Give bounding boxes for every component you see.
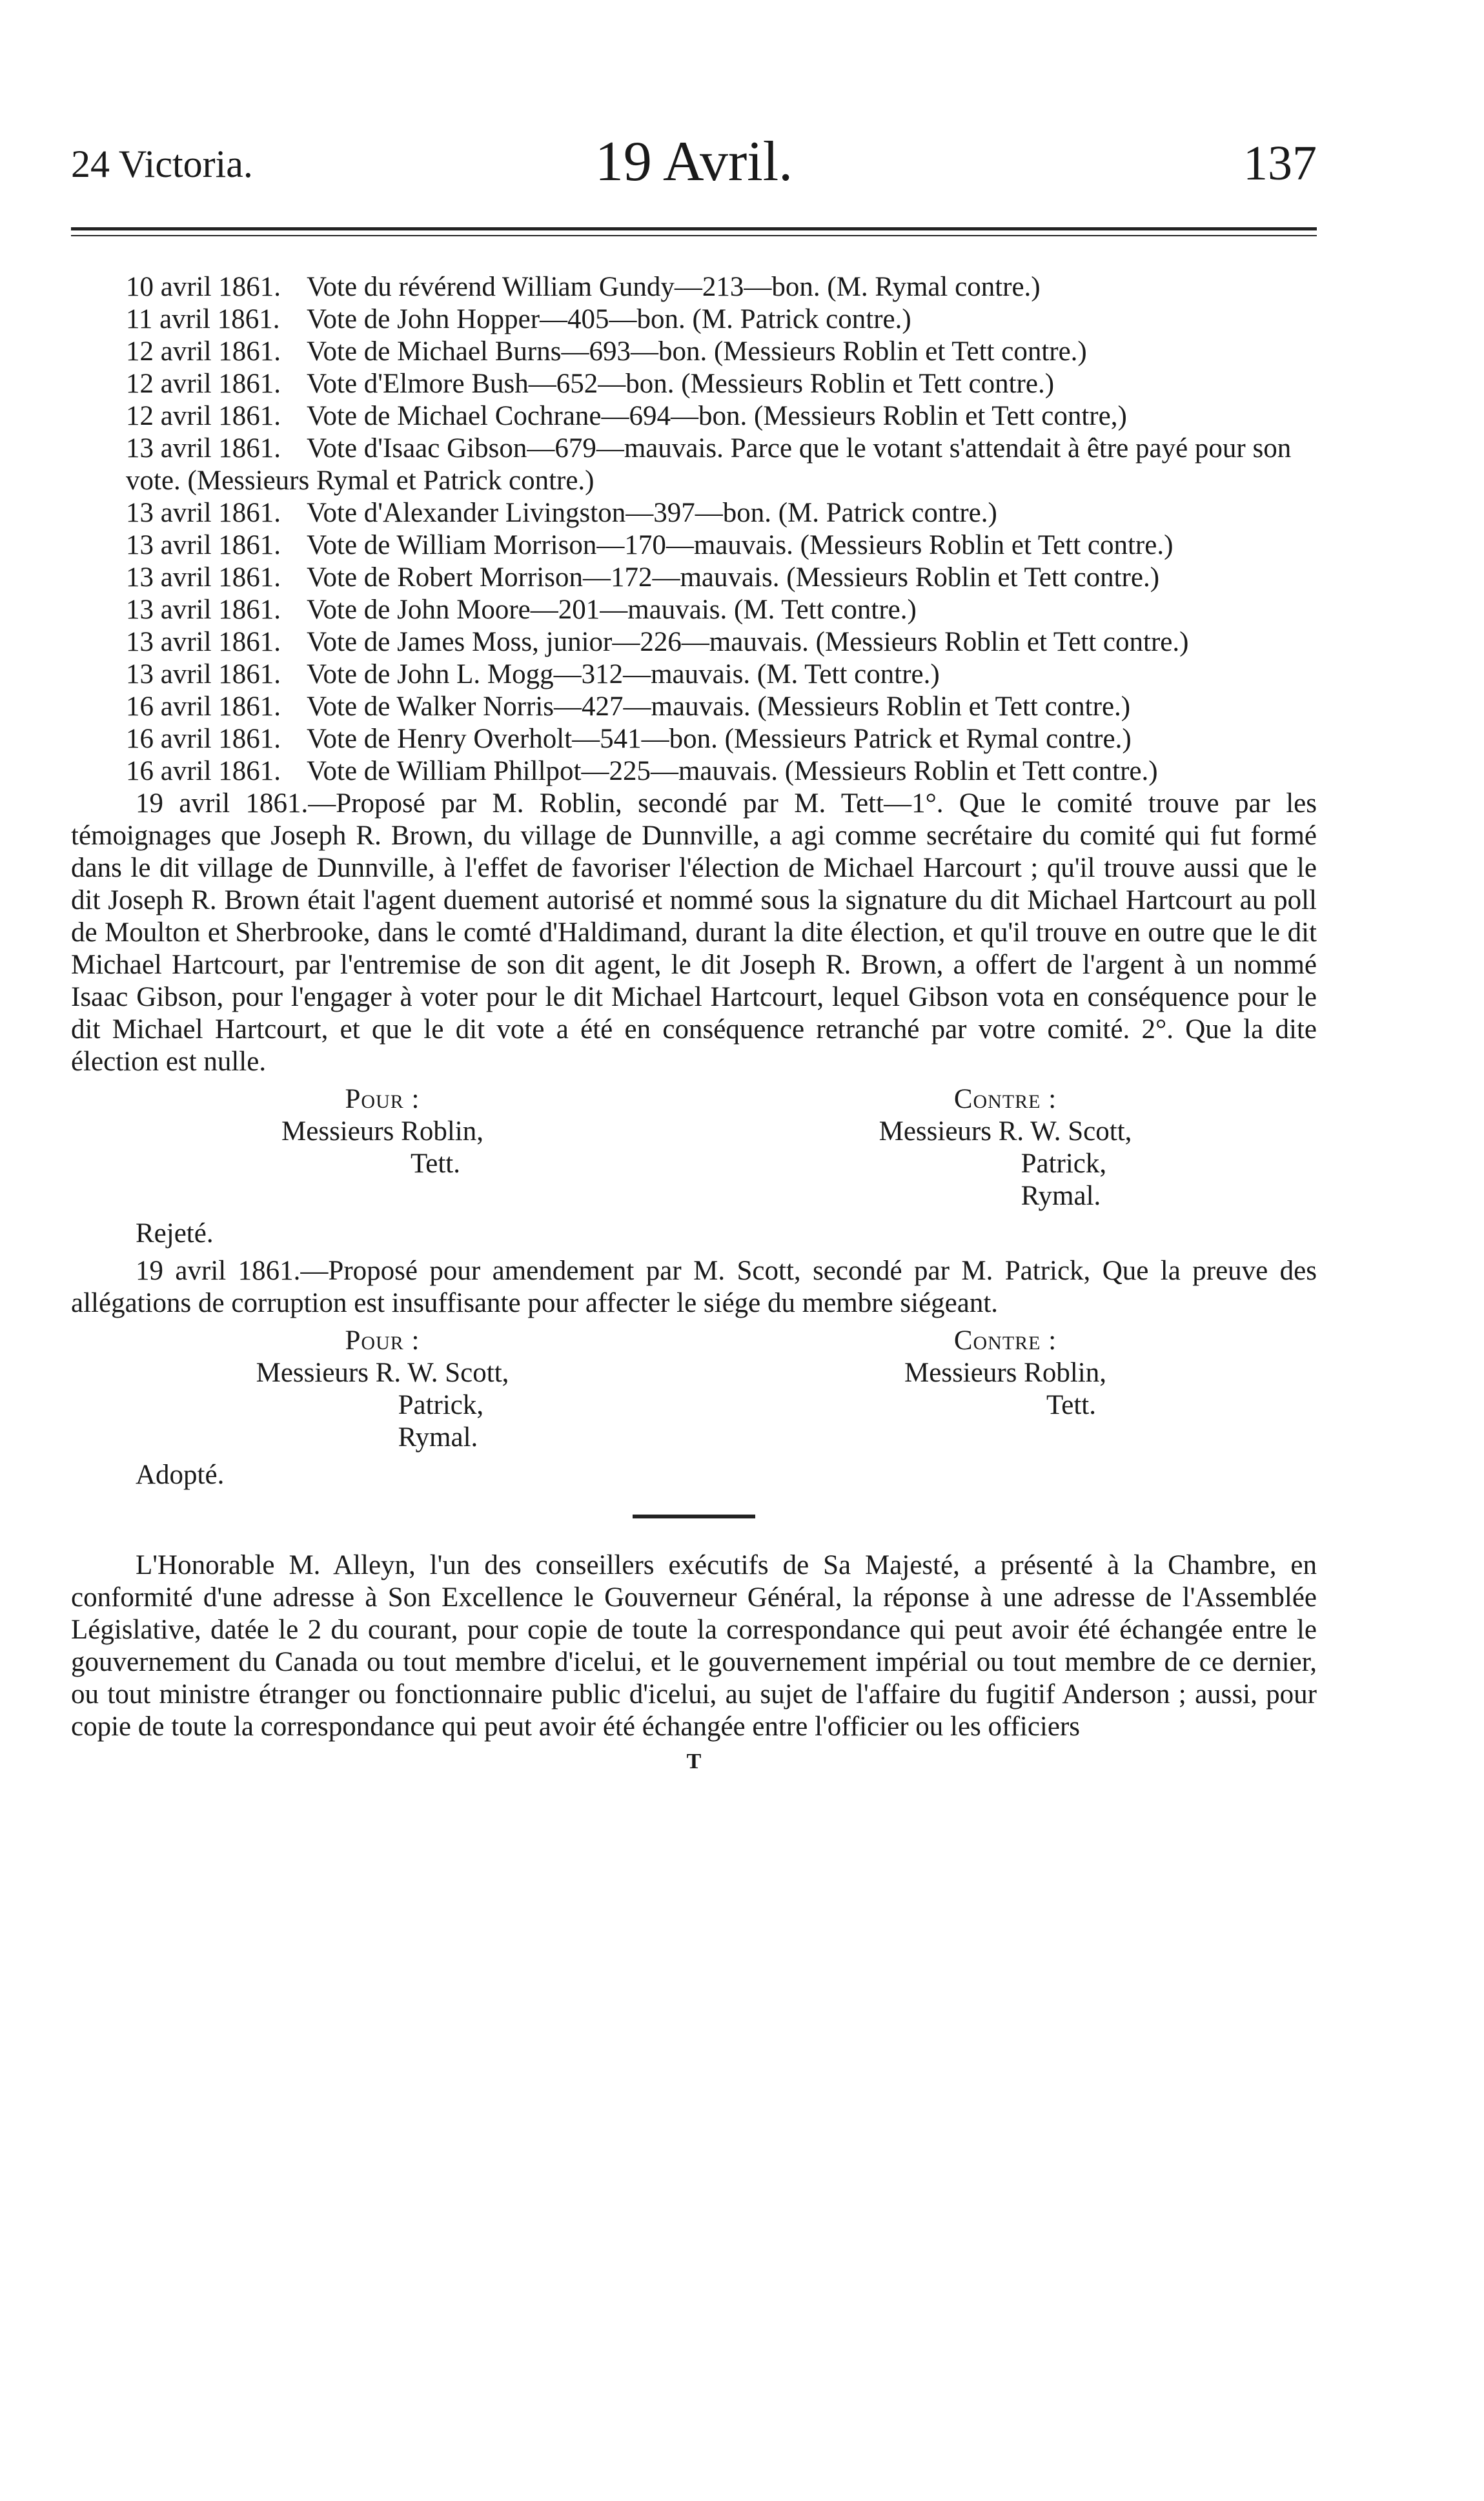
vote-date: 16 avril 1861.	[126, 691, 281, 722]
vote-text: Vote de James Moss, junior—226—mauvais. (Messieurs Roblin et Tett contre.)	[306, 627, 1189, 657]
vote-text: Vote de William Morrison—170—mauvais. (Messieurs Roblin et Tett contre.)	[306, 530, 1174, 560]
vote-date: 10 avril 1861.	[126, 272, 281, 302]
vote-date: 13 avril 1861.	[126, 498, 281, 528]
section-divider	[633, 1515, 755, 1518]
vote-text: Vote de John L. Mogg—312—mauvais. (M. Tett contre.)	[306, 659, 940, 689]
pour-label: Pour :	[345, 1325, 420, 1356]
motion-2-division	[71, 1325, 1317, 1454]
vote-date: 12 avril 1861.	[126, 369, 281, 399]
vote-text: Vote de Michael Cochrane—694—bon. (Messieurs Roblin et Tett contre,)	[306, 401, 1127, 431]
vote-entry	[71, 529, 1317, 562]
header-rule-thin	[71, 235, 1317, 236]
name: Messieurs R. W. Scott,	[879, 1116, 1132, 1147]
signature-mark: T	[686, 1750, 702, 1773]
pour-names	[256, 1357, 509, 1454]
page-number: 137	[1243, 136, 1317, 190]
vote-entry	[71, 271, 1317, 303]
vote-entry	[71, 400, 1317, 433]
contre-names	[904, 1357, 1106, 1422]
name: Messieurs Roblin,	[904, 1358, 1106, 1388]
motion-2-result: Adopté.	[136, 1460, 225, 1490]
vote-text: Vote de Walker Norris—427—mauvais. (Messieurs Roblin et Tett contre.)	[306, 691, 1131, 722]
vote-date: 13 avril 1861.	[126, 433, 281, 464]
name: Tett.	[1046, 1390, 1097, 1420]
pour-names	[281, 1116, 483, 1180]
vote-list	[71, 271, 1317, 788]
vote-entry	[71, 626, 1317, 658]
vote-date: 13 avril 1861.	[126, 595, 281, 625]
vote-entry	[71, 562, 1317, 594]
vote-text: Vote de William Phillpot—225—mauvais. (Messieurs Roblin et Tett contre.)	[306, 756, 1158, 786]
vote-entry	[71, 594, 1317, 626]
name: Rymal.	[1021, 1181, 1101, 1211]
vote-date: 13 avril 1861.	[126, 659, 281, 689]
name: Tett.	[411, 1148, 461, 1179]
vote-text: Vote du révérend William Gundy—213—bon. (M. Rymal contre.)	[306, 272, 1041, 302]
vote-text: Vote de Michael Burns—693—bon. (Messieurs Roblin et Tett contre.)	[306, 336, 1087, 367]
vote-entry	[71, 723, 1317, 755]
vote-entry	[71, 336, 1317, 368]
pour-label: Pour :	[345, 1084, 420, 1114]
vote-entry	[71, 755, 1317, 788]
motion-1-result: Rejeté.	[136, 1218, 214, 1249]
motion-2-text: 19 avril 1861.—Proposé pour amendement par M. Scott, secondé par M. Patrick, Que la preuve des allégations de corruption est insuffisante pour affecter le siége du membre siégeant.	[71, 1256, 1317, 1318]
vote-date: 16 avril 1861.	[126, 724, 281, 754]
contre-label: Contre :	[953, 1325, 1057, 1356]
page	[71, 0, 1317, 2501]
name: Patrick,	[398, 1390, 484, 1420]
vote-date: 13 avril 1861.	[126, 562, 281, 593]
header-date: 19 Avril.	[595, 130, 793, 193]
vote-text: Vote d'Alexander Livingston—397—bon. (M. Patrick contre.)	[306, 498, 997, 528]
vote-text: Vote d'Isaac Gibson—679—mauvais. Parce que le votant s'attendait à être payé pour son vote. (Messieurs Rymal et Patrick contre.)	[126, 433, 1292, 496]
vote-date: 11 avril 1861.	[126, 304, 280, 334]
vote-date: 13 avril 1861.	[126, 530, 281, 560]
motion-1-text: 19 avril 1861.—Proposé par M. Roblin, secondé par M. Tett—1°. Que le comité trouve par les témoignages que Joseph R. Brown, du village de Dunnville, a agi comme secrétaire du comité qui fut formé dans le dit village de Dunnville, à l'effet de favoriser l'élection de Michael Harcourt ; qu'il trouve aussi que le dit Joseph R. Brown était l'agent duement autorisé et nommé sous la signature du dit Michael Hartcourt au poll de Moulton et Sherbrooke, dans le comté d'Haldimand, durant la dite élection, et qu'il trouve en outre que le dit Michael Hartcourt, par l'entremise de son dit agent, le dit Joseph R. Brown, a offert de l'argent à un nommé Isaac Gibson, pour l'engager à voter pour le dit Michael Hartcourt, lequel Gibson vota en conséquence pour le dit Michael Hartcourt, et que le dit vote a été en conséquence retranché par votre comité. 2°. Que la dite élection est nulle.	[71, 788, 1317, 1077]
motion-2-pour	[71, 1325, 694, 1454]
name: Messieurs R. W. Scott,	[256, 1358, 509, 1388]
name: Patrick,	[1021, 1148, 1107, 1179]
contre-names	[879, 1116, 1132, 1212]
vote-date: 16 avril 1861.	[126, 756, 281, 786]
vote-entry	[71, 691, 1317, 723]
vote-entry	[71, 368, 1317, 400]
page-body	[71, 271, 1317, 1778]
vote-entry	[71, 497, 1317, 529]
contre-label: Contre :	[953, 1084, 1057, 1114]
vote-entry	[71, 303, 1317, 336]
motion-2-contre	[694, 1325, 1317, 1454]
vote-text: Vote de John Hopper—405—bon. (M. Patrick contre.)	[306, 304, 911, 334]
name: Messieurs Roblin,	[281, 1116, 483, 1147]
vote-text: Vote de Robert Morrison—172—mauvais. (Messieurs Roblin et Tett contre.)	[306, 562, 1160, 593]
vote-text: Vote d'Elmore Bush—652—bon. (Messieurs Roblin et Tett contre.)	[306, 369, 1055, 399]
page-header	[71, 129, 1317, 207]
name: Rymal.	[398, 1422, 478, 1453]
motion-1-contre	[694, 1083, 1317, 1212]
motion-1-pour	[71, 1083, 694, 1212]
vote-text: Vote de John Moore—201—mauvais. (M. Tett contre.)	[306, 595, 917, 625]
vote-date: 12 avril 1861.	[126, 401, 281, 431]
closing-paragraph: L'Honorable M. Alleyn, l'un des conseillers exécutifs de Sa Majesté, a présenté à la Chambre, en conformité d'une adresse à Son Excellence le Gouverneur Général, la réponse à une adresse de l'Assemblée Législative, datée le 2 du courant, pour copie de toute la correspondance qui peut avoir été échangée entre le gouvernement du Canada ou tout membre d'icelui, et le gouvernement impérial ou tout membre de ce dernier, ou tout ministre étranger ou fonctionnaire public d'icelui, au sujet de l'affaire du fugitif Anderson ; aussi, pour copie de toute la correspondance qui peut avoir été échangée entre l'officier ou les officiers	[71, 1550, 1317, 1742]
vote-entry	[71, 433, 1317, 497]
header-rule-thick	[71, 227, 1317, 230]
vote-date: 13 avril 1861.	[126, 627, 281, 657]
vote-entry	[71, 658, 1317, 691]
header-regnal-year: 24 Victoria.	[71, 143, 253, 185]
vote-date: 12 avril 1861.	[126, 336, 281, 367]
motion-1-division	[71, 1083, 1317, 1212]
vote-text: Vote de Henry Overholt—541—bon. (Messieurs Patrick et Rymal contre.)	[306, 724, 1132, 754]
